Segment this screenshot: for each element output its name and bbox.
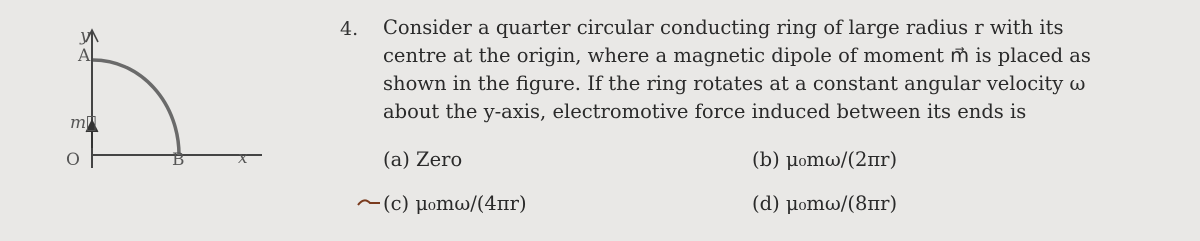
question-number: 4. xyxy=(340,18,359,40)
y-axis-label: y xyxy=(80,26,90,46)
option-a[interactable]: (a) Zero xyxy=(383,148,463,171)
point-b-label: B xyxy=(172,150,185,170)
figure-drawing xyxy=(0,0,300,237)
stem-line-1: Consider a quarter circular conducting ring of large radius r with its xyxy=(383,16,1064,39)
stem-line-2: centre at the origin, where a magnetic dipole of moment m⃗ is placed as xyxy=(383,44,1091,67)
point-a-label: A xyxy=(78,46,91,66)
origin-label: O xyxy=(66,150,80,170)
x-axis-label: x xyxy=(238,148,248,168)
quarter-ring-figure xyxy=(0,0,300,237)
stem-line-4: about the y-axis, electromotive force induced between its ends is xyxy=(383,100,1027,123)
question-stem xyxy=(383,14,1195,126)
option-b[interactable]: (b) μ₀mω/(2πr) xyxy=(752,148,898,171)
stem-line-3: shown in the figure. If the ring rotates at a constant angular velocity ω xyxy=(383,72,1086,95)
dipole-label: m⃗ xyxy=(70,113,97,133)
handwritten-tick-mark-icon xyxy=(356,193,382,213)
quarter-ring-arc xyxy=(93,60,179,155)
option-d[interactable]: (d) μ₀mω/(8πr) xyxy=(752,192,898,215)
option-c[interactable]: (c) μ₀mω/(4πr) xyxy=(383,192,527,215)
